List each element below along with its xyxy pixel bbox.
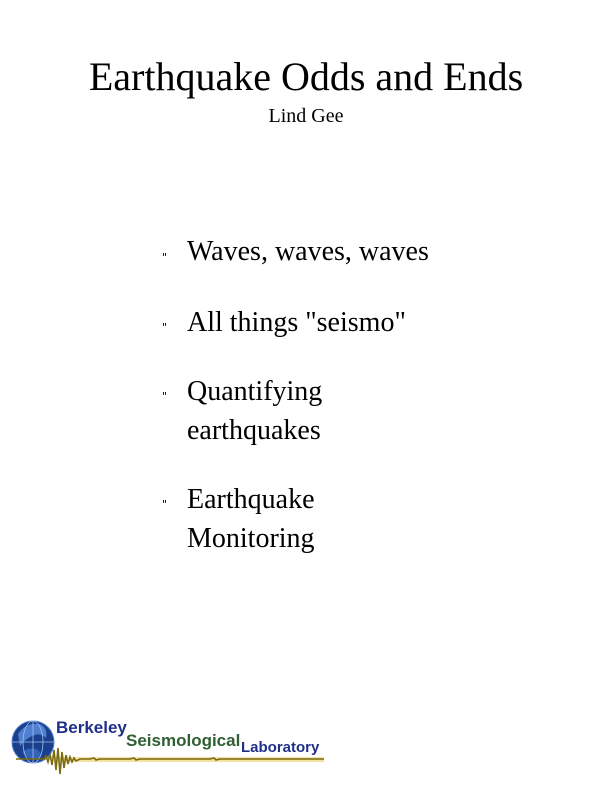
bullet-line: Quantifying bbox=[187, 376, 323, 407]
logo-word-seismological: Seismological bbox=[126, 731, 241, 750]
bullet-icon: " bbox=[162, 498, 168, 511]
bullet-text bbox=[187, 303, 487, 342]
bullet-icon: " bbox=[162, 390, 168, 403]
logo-word-laboratory: Laboratory bbox=[241, 739, 320, 756]
bullet-icon: " bbox=[162, 321, 168, 334]
page-title: Earthquake Odds and Ends bbox=[88, 54, 524, 99]
bullet-line: Earthquake bbox=[187, 484, 315, 515]
bullet-text bbox=[187, 232, 487, 271]
bullet-icon: " bbox=[162, 251, 168, 264]
logo-word-berkeley: Berkeley bbox=[56, 718, 127, 737]
bullet-text bbox=[187, 480, 487, 558]
bullet-line: All things "seismo" bbox=[187, 307, 406, 338]
bullet-line: earthquakes bbox=[187, 415, 321, 446]
bullet-line: Monitoring bbox=[187, 523, 315, 554]
berkeley-seismological-laboratory-logo bbox=[10, 712, 330, 782]
bullet-line: Waves, waves, waves bbox=[187, 236, 429, 267]
globe-icon bbox=[12, 721, 54, 763]
bullet-text bbox=[187, 372, 487, 450]
page-subtitle: Lind Gee bbox=[268, 105, 344, 127]
